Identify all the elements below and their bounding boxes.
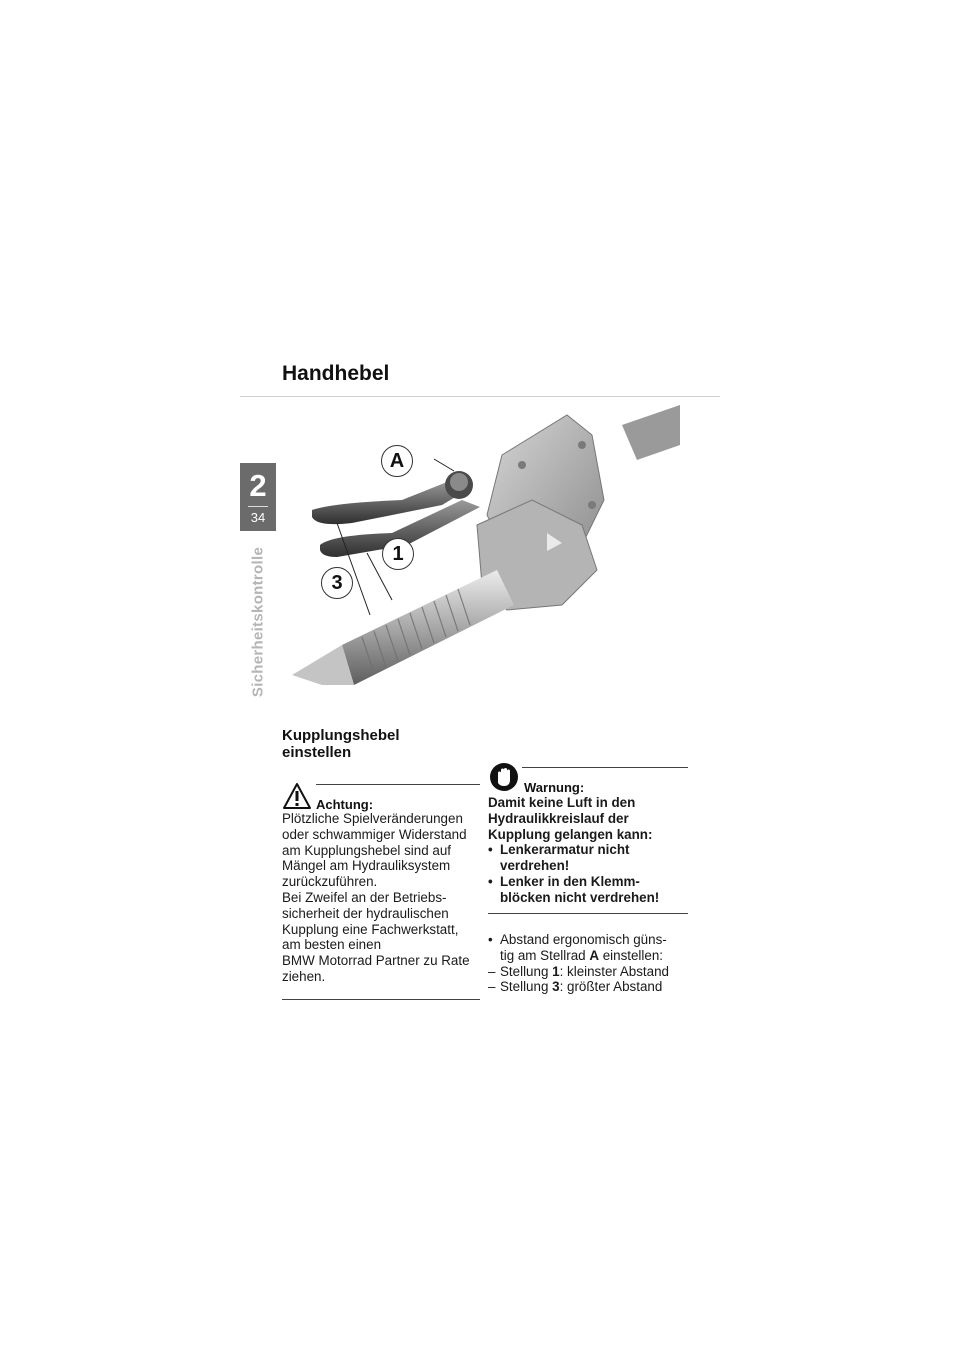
adjustment-steps [488,932,698,995]
steps-bullet-line: Abstand ergonomisch güns- [500,932,667,947]
subsection-title-line: Kupplungshebel [282,727,400,744]
warning-bullet: • Lenker in den Klemm- blöcken nicht verdrehen! [488,873,660,905]
warning-text [488,795,693,906]
warning-icon [489,762,519,797]
subsection-title [282,727,400,761]
page-number: 34 [250,510,266,525]
caution-line: zurückzuführen. [282,874,378,890]
caution-line: Kupplung eine Fachwerkstatt, [282,921,459,937]
warning-bullet-line: Lenkerarmatur nicht [500,842,630,858]
warning-intro-line: Damit keine Luft in den [488,795,636,810]
caution-label: Achtung: [316,797,374,812]
warning-bullet-line: verdrehen! [500,858,570,874]
steps-bullet-line: tig am Stellrad A einstellen: [500,947,664,963]
chapter-number: 2 [249,468,267,503]
caution-line: Plötzliche Spielveränderungen [282,811,463,826]
chapter-tab-divider [248,506,268,507]
steps-bullet: • Abstand ergonomisch güns- tig am Stellrad A einstellen: [488,932,667,963]
caution-line: Bei Zweifel an der Betriebs- [282,889,447,905]
step-item: – Stellung 1: kleinster Abstand [488,963,669,979]
chapter-side-label: Sicherheitskontrolle [249,546,267,698]
warning-label: Warnung: [524,780,585,795]
caution-text [282,811,482,985]
caution-line: Mängel am Hydrauliksystem [282,858,451,874]
section-title: Handhebel [282,362,390,385]
clutch-lever-figure [292,405,680,685]
subsection-title-line: einstellen [282,744,352,761]
title-divider [240,396,720,397]
stop-hand-icon [489,762,519,792]
caution-line: oder schwammiger Widerstand [282,826,467,842]
caution-line: sicherheit der hydraulischen [282,905,449,921]
callout-a: A [381,445,413,477]
warning-bullet: • Lenkerarmatur nicht verdrehen! [488,842,630,874]
warning-intro-line: Hydraulikkreislauf der [488,810,629,826]
warning-top-rule [522,767,688,768]
callout-1: 1 [382,538,414,570]
clutch-lever-illustration-icon [292,405,680,685]
caution-line: ziehen. [282,968,326,984]
warning-intro-line: Kupplung gelangen kann: [488,826,653,842]
step-item: – Stellung 3: größter Abstand [488,979,663,995]
warning-bottom-rule [488,913,688,914]
caution-line: BMW Motorrad Partner zu Rate [282,953,470,969]
warning-triangle-icon [282,782,312,810]
caution-top-rule [316,784,480,785]
callout-3: 3 [321,567,353,599]
caution-line: am besten einen [282,937,382,953]
caution-line: am Kupplungshebel sind auf [282,842,451,858]
warning-bullet-line: Lenker in den Klemm- [500,873,640,889]
caution-bottom-rule [282,999,480,1000]
warning-bullet-line: blöcken nicht verdrehen! [500,889,660,905]
